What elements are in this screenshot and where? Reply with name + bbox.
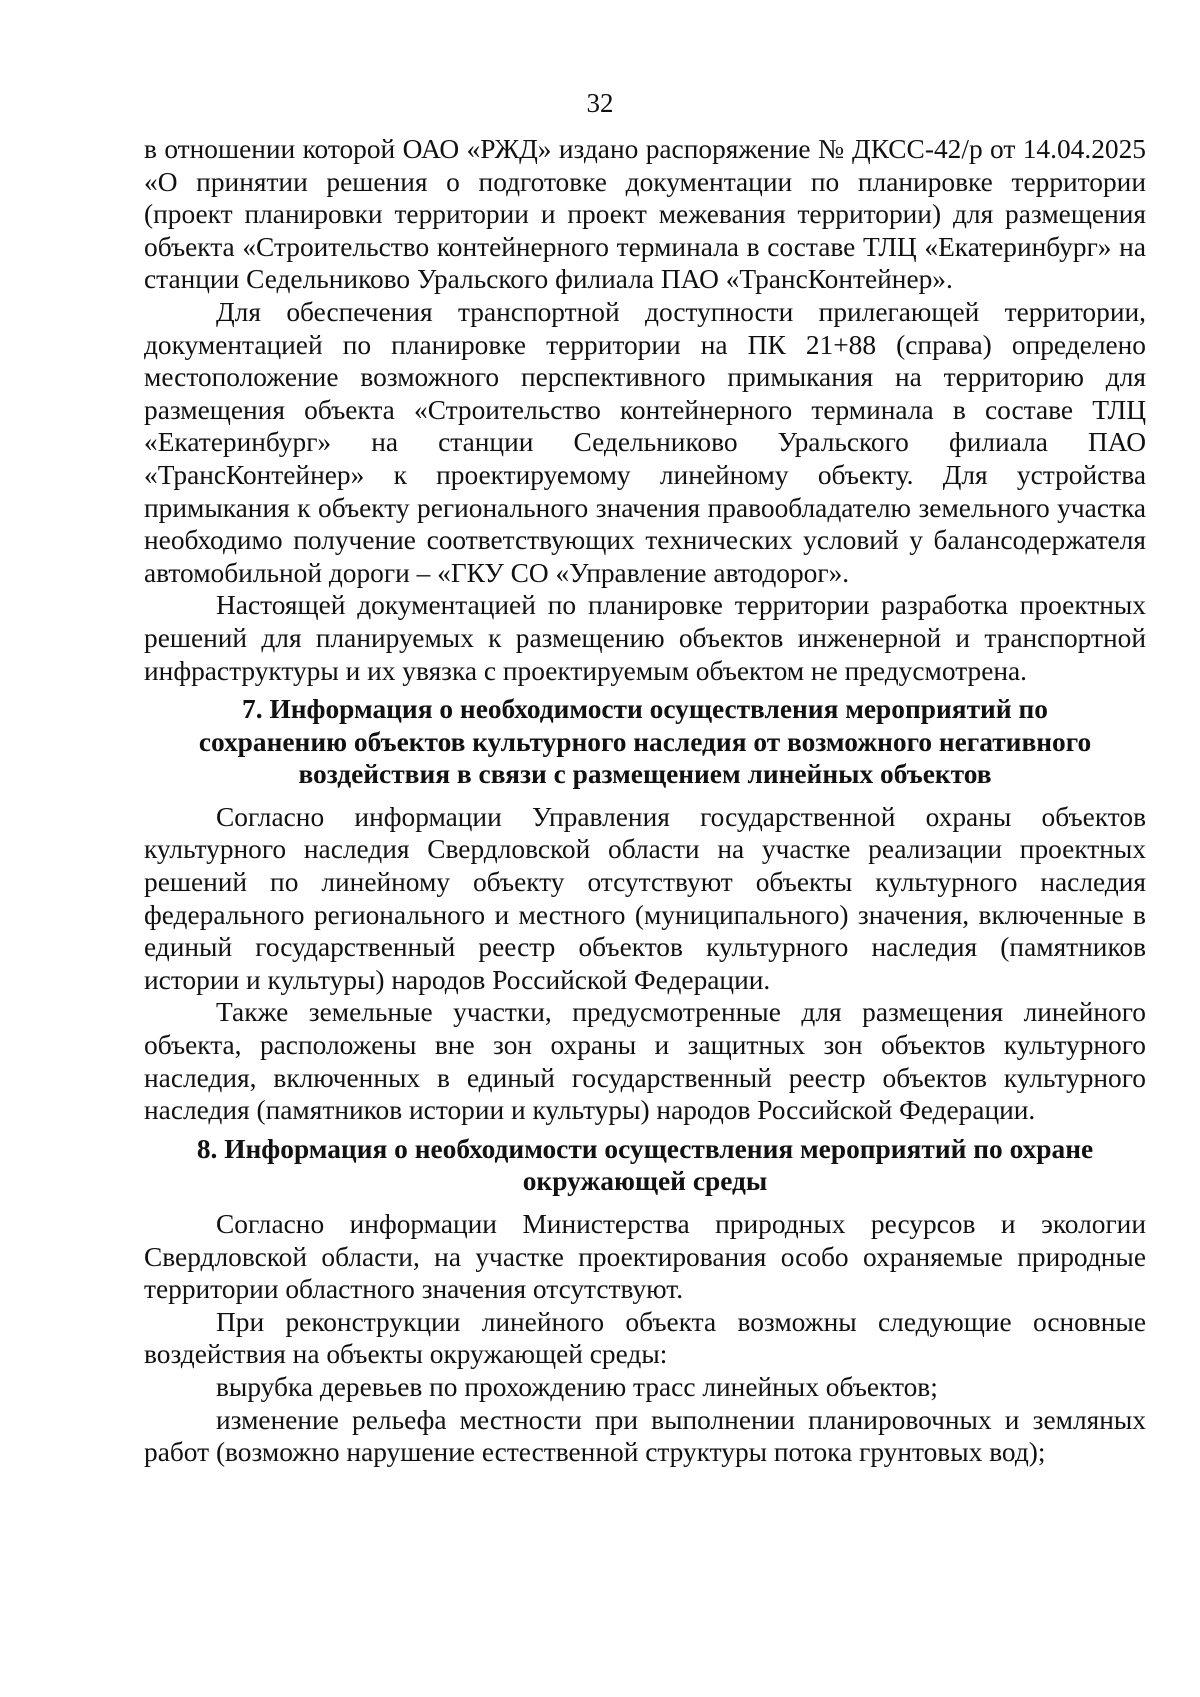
list-item-tree-felling: вырубка деревьев по прохождению трасс линейных объектов; [216, 1371, 938, 1402]
paragraph-environmental-impacts: При реконструкции линейного объекта возможны следующие основные воздействия на объекты окружающей среды: [144, 1306, 1146, 1370]
section-8-heading: 8. Информация о необходимости осуществления мероприятий по охране окружающей среды [196, 1133, 1094, 1197]
section-7-heading: 7. Информация о необходимости осуществления мероприятий по сохранению объектов культурного наследия от возможного негативного воздействия в связи с размещением линейных объектов [198, 694, 1092, 790]
paragraph-transport-access: Для обеспечения транспортной доступности прилегающей территории, документацией по планировке территории на ПК 21+88 (справа) определено местоположение возможного перспективного примыкания на территорию для размещения объекта «Строительство контейнерного терминала в составе ТЛЦ «Екатеринбург» на станции Седельниково Уральского филиала ПАО «ТрансКонтейнер» к проектируемому линейному объекту. Для устройства примыкания к объекту регионального значения правообладателю земельного участка необходимо получение соответствующих технических условий у балансодержателя автомобильной дороги – «ГКУ СО «Управление автодорог». [144, 296, 1146, 588]
list-item-relief-change: изменение рельефа местности при выполнении планировочных и земляных работ (возможно нарушение естественной структуры потока грунтовых вод); [144, 1404, 1146, 1468]
paragraph-cultural-heritage: Согласно информации Управления государственной охраны объектов культурного наследия Свердловской области на участке реализации проектных решений по линейному объекту отсутствуют объекты культурного наследия федерального регионального и местного (муниципального) значения, включенные в единый государственный реестр объектов культурного наследия (памятников истории и культуры) народов Российской Федерации. [144, 801, 1146, 995]
paragraph-protection-zones: Также земельные участки, предусмотренные для размещения линейного объекта, расположены вне зон охраны и защитных зон объектов культурного наследия, включенных в единый государственный реестр объектов культурного наследия (памятников истории и культуры) народов Российской Федерации. [144, 997, 1146, 1126]
page-number: 32 [586, 88, 614, 118]
document-body [144, 133, 1146, 1469]
paragraph-continuation: в отношении которой ОАО «РЖД» издано распоряжение № ДКСС-42/р от 14.04.2025 «О принятии решения о подготовке документации по планировке территории (проект планировки территории и проект межевания территории) для размещения объекта «Строительство контейнерного терминала в составе ТЛЦ «Екатеринбург» на станции Седельниково Уральского филиала ПАО «ТрансКонтейнер». [144, 134, 1146, 295]
paragraph-infrastructure: Настоящей документацией по планировке территории разработка проектных решений для планируемых к размещению объектов инженерной и транспортной инфраструктуры и их увязка с проектируемым объектом не предусмотрена. [144, 590, 1146, 686]
paragraph-protected-areas: Согласно информации Министерства природных ресурсов и экологии Свердловской области, на участке проектирования особо охраняемые природные территории областного значения отсутствуют. [144, 1209, 1146, 1305]
